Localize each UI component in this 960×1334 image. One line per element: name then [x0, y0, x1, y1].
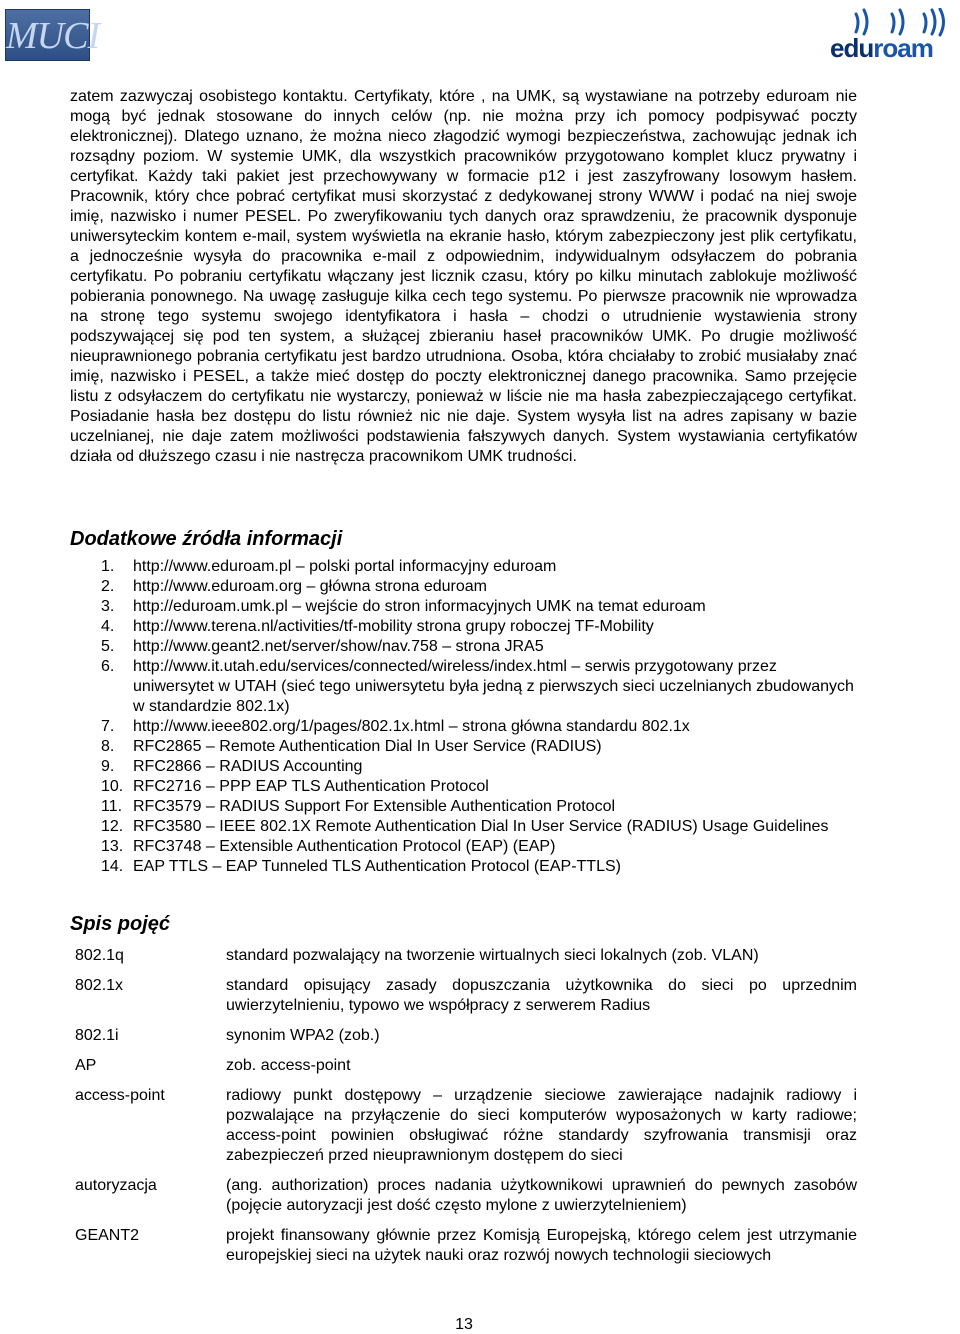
source-text: RFC2866 – RADIUS Accounting [133, 758, 363, 775]
eduroam-logo [826, 8, 950, 63]
sources-list [70, 557, 857, 877]
source-text: RFC3580 – IEEE 802.1X Remote Authentication Dial In User Service (RADIUS) Usage Guidelines [133, 818, 829, 835]
glossary-heading: Spis pojęć [70, 913, 171, 935]
muci-logo-text: MUCI [6, 15, 100, 57]
source-item [70, 817, 857, 837]
glossary-entry [75, 946, 857, 966]
glossary-term: 802.1i [75, 1027, 119, 1044]
source-number: 7. [101, 718, 115, 735]
source-item [70, 777, 857, 797]
source-number: 11. [101, 798, 123, 815]
source-number: 8. [101, 738, 115, 755]
source-item [70, 597, 857, 617]
sources-heading: Dodatkowe źródła informacji [70, 528, 343, 550]
source-text: http://www.eduroam.org – główna strona eduroam [133, 578, 487, 595]
glossary-definition: projekt finansowany głównie przez Komisją Europejską, którego celem jest utrzymanie europejskiej sieci na użytek nauki oraz rozwój nowych technologii sieciowych [226, 1227, 857, 1264]
source-text: http://www.eduroam.pl – polski portal informacyjny eduroam [133, 558, 557, 575]
source-number: 12. [101, 818, 124, 835]
muci-logo [5, 9, 100, 61]
glossary-entry [75, 1086, 857, 1166]
source-number: 2. [101, 578, 115, 595]
body-paragraph: zatem zazwyczaj osobistego kontaktu. Certyfikaty, które , na UMK, są wystawiane na potrzeby eduroam nie mogą być jednak stosowane do innych celów (np. nie można przy ich pomocy podpisywać poczty elektronicznej). Dlatego uznano, że można nieco złagodzić wymogi bezpieczeństwa, zachowując jednak ich rozsądny poziom. W systemie UMK, dla wszystkich pracowników przygotowano komplet klucz prywatny i certyfikat. Każdy taki pakiet jest przechowywany w formacie p12 i jest zaszyfrowany losowym hasłem. Pracownik, który chce pobrać certyfikat musi skorzystać z dedykowanej strony WWW i podać na niej swoje imię, nazwisko i numer PESEL. Po zweryfikowaniu tych danych oraz sprawdzeniu, że pracownik dysponuje uniwersyteckim kontem e-mail, system wyświetla na ekranie hasło, którym zabezpieczony jest plik certyfikatu, a jednocześnie wysyła do pracownika e-mail z odpowiednim, indywidualnym odsyłaczem do pobrania certyfikatu. Po pobraniu certyfikatu włączany jest licznik czasu, który po kilku minutach zablokuje możliwość pobierania ponownego. Na uwagę zasługuje kilka cech tego systemu. Po pierwsze pracownik nie wprowadza na stronę tego systemu swojego identyfikatora i hasła – chodzi o utrudnienie wystawienia strony podszywającej się pod ten system, a służącej zbieraniu haseł pracowników UMK. Po drugie możliwość nieuprawnionego pobrania certyfikatu jest bardzo utrudniona. Osoba, która chciałaby to zrobić musiałaby znać imię, nazwisko i PESEL, a także mieć dostęp do poczty elektronicznej danego pracownika. Samo przejęcie listu z odsyłaczem do certyfikatu nie wystarczy, ponieważ w liście nie ma hasła zabezpieczającego certyfikat. Posiadanie hasła bez dostępu do listu również nic nie daje. System wysyła list na adres zapisany w bazie uczelnianej, nie daje zatem możliwości podstawienia fałszywych danych. System wystawiania certyfikatów działa od dłuższego czasu i nie nastręcza pracownikom UMK trudności. [70, 88, 857, 465]
source-text: RFC3748 – Extensible Authentication Protocol (EAP) (EAP) [133, 838, 556, 855]
glossary-term: autoryzacja [75, 1177, 157, 1194]
source-number: 1. [101, 558, 115, 575]
glossary-definition: zob. access-point [226, 1057, 351, 1074]
eduroam-logo-text: eduroam [830, 33, 933, 63]
source-number: 5. [101, 638, 115, 655]
source-item [70, 757, 857, 777]
source-text: EAP TTLS – EAP Tunneled TLS Authentication Protocol (EAP-TTLS) [133, 858, 621, 875]
glossary [75, 946, 857, 1276]
source-number: 3. [101, 598, 115, 615]
glossary-entry [75, 1176, 857, 1216]
page-number: 13 [455, 1316, 473, 1333]
source-number: 10. [101, 778, 124, 795]
glossary-entry [75, 1056, 857, 1076]
source-item [70, 637, 857, 657]
source-item [70, 857, 857, 877]
source-text: RFC3579 – RADIUS Support For Extensible Authentication Protocol [133, 798, 616, 815]
source-item [70, 717, 857, 737]
source-text: http://www.terena.nl/activities/tf-mobility strona grupy roboczej TF-Mobility [133, 618, 654, 635]
glossary-term: GEANT2 [75, 1227, 140, 1244]
source-item [70, 797, 857, 817]
source-number: 14. [101, 858, 124, 875]
source-item [70, 837, 857, 857]
glossary-definition: standard opisujący zasady dopuszczania użytkownika do sieci po uprzednim uwierzytelnieniu, typowo we współpracy z serwerem Radius [226, 977, 857, 1014]
glossary-term: AP [75, 1057, 97, 1074]
glossary-entry [75, 1226, 857, 1266]
source-text: RFC2716 – PPP EAP TLS Authentication Protocol [133, 778, 489, 795]
source-item [70, 657, 857, 717]
source-item [70, 557, 857, 577]
glossary-definition: standard pozwalający na tworzenie wirtualnych sieci lokalnych (zob. VLAN) [226, 947, 759, 964]
source-number: 6. [101, 658, 115, 675]
source-text: http://www.geant2.net/server/show/nav.758 – strona JRA5 [133, 638, 544, 655]
source-item [70, 737, 857, 757]
source-number: 13. [101, 838, 124, 855]
glossary-term: 802.1x [75, 977, 124, 994]
source-number: 4. [101, 618, 115, 635]
source-item [70, 617, 857, 637]
glossary-definition: radiowy punkt dostępowy – urządzenie sieciowe zawierające nadajnik radiowy i pozwalające na przyłączenie do sieci komputerów wyposażonych w karty radiowe; access-point powinien obsługiwać różne standardy szyfrowania transmisji oraz zabezpieczeń przed nieuprawnionym dostępem do sieci [226, 1087, 857, 1164]
source-text: http://www.ieee802.org/1/pages/802.1x.html – strona główna standardu 802.1x [133, 718, 690, 735]
glossary-definition: (ang. authorization) proces nadania użytkownikowi uprawnień do pewnych zasobów (pojęcie autoryzacji jest dość często mylone z uwierzytelnieniem) [226, 1177, 857, 1214]
glossary-definition: synonim WPA2 (zob.) [226, 1027, 380, 1044]
source-number: 9. [101, 758, 115, 775]
source-text: RFC2865 – Remote Authentication Dial In User Service (RADIUS) [133, 738, 602, 755]
source-text: http://eduroam.umk.pl – wejście do stron informacyjnych UMK na temat eduroam [133, 598, 706, 615]
source-item [70, 577, 857, 597]
glossary-term: 802.1q [75, 947, 124, 964]
glossary-entry [75, 976, 857, 1016]
glossary-entry [75, 1026, 857, 1046]
source-text: http://www.it.utah.edu/services/connected/wireless/index.html – serwis przygotowany przez uniwersytet w UTAH (sieć tego uniwersytetu była jedną z pierwszych sieci uczelnianych zbudowanych w standardzie 802.1x) [133, 658, 854, 715]
glossary-term: access-point [75, 1087, 165, 1104]
